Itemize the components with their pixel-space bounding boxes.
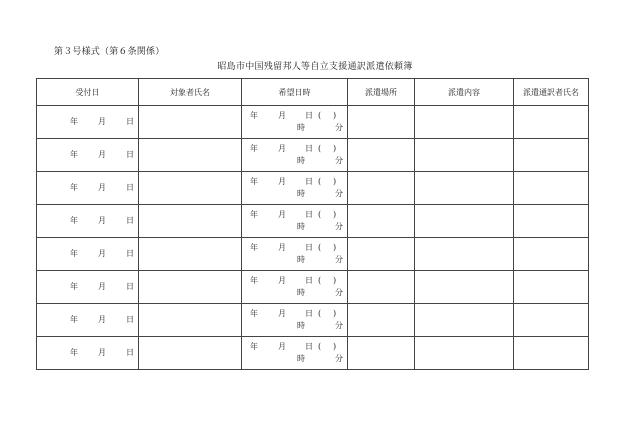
reception-date-cell[interactable] — [37, 139, 139, 172]
wish-month-label: 月 — [278, 276, 286, 285]
date-line — [37, 348, 138, 358]
table-row — [37, 172, 589, 205]
hour-label: 時 — [297, 354, 305, 363]
wish-month-label: 月 — [278, 144, 286, 153]
wish-date-line — [242, 111, 347, 121]
month-label: 月 — [98, 315, 106, 324]
dispatch-place-cell[interactable] — [348, 271, 415, 304]
weekday-open-paren: ( — [318, 243, 322, 252]
wish-time-line — [242, 222, 347, 232]
table-header-row — [37, 79, 589, 106]
weekday-close-paren: ) — [333, 342, 337, 351]
day-label: 日 — [126, 183, 134, 192]
minute-label: 分 — [335, 255, 343, 264]
column-header-dispatch-content: 派遣内容 — [415, 79, 514, 106]
table-row — [37, 139, 589, 172]
desired-datetime-cell[interactable] — [242, 238, 348, 271]
date-line — [37, 315, 138, 325]
table-row — [37, 238, 589, 271]
dispatch-place-cell[interactable] — [348, 337, 415, 370]
hour-label: 時 — [297, 156, 305, 165]
date-line — [37, 150, 138, 160]
wish-day-label: 日 — [305, 243, 313, 252]
table-row — [37, 304, 589, 337]
hour-label: 時 — [297, 321, 305, 330]
desired-datetime-cell[interactable] — [242, 337, 348, 370]
weekday-close-paren: ) — [333, 243, 337, 252]
day-label: 日 — [126, 150, 134, 159]
wish-date-line — [242, 144, 347, 154]
dispatch-place-cell[interactable] — [348, 139, 415, 172]
reception-date-cell[interactable] — [37, 205, 139, 238]
weekday-close-paren: ) — [333, 309, 337, 318]
wish-year-label: 年 — [250, 210, 258, 219]
minute-label: 分 — [335, 321, 343, 330]
column-header-desired-datetime: 希望日時 — [242, 79, 348, 106]
wish-time-line — [242, 288, 347, 298]
wish-day-label: 日 — [305, 210, 313, 219]
weekday-open-paren: ( — [318, 309, 322, 318]
interpreter-name-cell[interactable] — [514, 172, 589, 205]
column-header-interpreter-name: 派遣通訳者氏名 — [514, 79, 589, 106]
wish-date-line — [242, 210, 347, 220]
dispatch-content-cell[interactable] — [415, 337, 514, 370]
month-label: 月 — [98, 282, 106, 291]
month-label: 月 — [98, 117, 106, 126]
desired-datetime-cell[interactable] — [242, 271, 348, 304]
minute-label: 分 — [335, 123, 343, 132]
wish-year-label: 年 — [250, 309, 258, 318]
date-line — [37, 183, 138, 193]
dispatch-place-cell[interactable] — [348, 172, 415, 205]
dispatch-content-cell[interactable] — [415, 304, 514, 337]
desired-datetime-cell[interactable] — [242, 205, 348, 238]
weekday-open-paren: ( — [318, 210, 322, 219]
dispatch-content-cell[interactable] — [415, 238, 514, 271]
wish-day-label: 日 — [305, 144, 313, 153]
interpreter-name-cell[interactable] — [514, 238, 589, 271]
year-label: 年 — [70, 216, 78, 225]
minute-label: 分 — [335, 156, 343, 165]
reception-date-cell[interactable] — [37, 337, 139, 370]
hour-label: 時 — [297, 123, 305, 132]
dispatch-place-cell[interactable] — [348, 106, 415, 139]
month-label: 月 — [98, 150, 106, 159]
subject-name-cell[interactable] — [139, 172, 242, 205]
document-title: 昭島市中国残留邦人等自立支援通訳派遣依頼簿 — [217, 62, 413, 72]
desired-datetime-cell[interactable] — [242, 172, 348, 205]
day-label: 日 — [126, 315, 134, 324]
wish-year-label: 年 — [250, 144, 258, 153]
table-row — [37, 271, 589, 304]
wish-month-label: 月 — [278, 309, 286, 318]
column-header-dispatch-place: 派遣場所 — [348, 79, 415, 106]
wish-date-line — [242, 342, 347, 352]
date-line — [37, 117, 138, 127]
wish-year-label: 年 — [250, 177, 258, 186]
wish-time-line — [242, 189, 347, 199]
month-label: 月 — [98, 216, 106, 225]
wish-month-label: 月 — [278, 210, 286, 219]
subject-name-cell[interactable] — [139, 304, 242, 337]
weekday-open-paren: ( — [318, 111, 322, 120]
weekday-close-paren: ) — [333, 210, 337, 219]
day-label: 日 — [126, 282, 134, 291]
year-label: 年 — [70, 117, 78, 126]
reception-date-cell[interactable] — [37, 238, 139, 271]
hour-label: 時 — [297, 255, 305, 264]
month-label: 月 — [98, 183, 106, 192]
wish-day-label: 日 — [305, 342, 313, 351]
minute-label: 分 — [335, 354, 343, 363]
wish-month-label: 月 — [278, 111, 286, 120]
minute-label: 分 — [335, 189, 343, 198]
wish-time-line — [242, 255, 347, 265]
interpreter-name-cell[interactable] — [514, 271, 589, 304]
year-label: 年 — [70, 183, 78, 192]
table-row — [37, 106, 589, 139]
day-label: 日 — [126, 216, 134, 225]
date-line — [37, 216, 138, 226]
reception-date-cell[interactable] — [37, 172, 139, 205]
wish-time-line — [242, 123, 347, 133]
wish-date-line — [242, 243, 347, 253]
year-label: 年 — [70, 150, 78, 159]
interpreter-name-cell[interactable] — [514, 337, 589, 370]
weekday-open-paren: ( — [318, 276, 322, 285]
column-header-subject-name: 対象者氏名 — [139, 79, 242, 106]
dispatch-content-cell[interactable] — [415, 139, 514, 172]
date-line — [37, 249, 138, 259]
day-label: 日 — [126, 249, 134, 258]
interpreter-name-cell[interactable] — [514, 106, 589, 139]
hour-label: 時 — [297, 222, 305, 231]
date-line — [37, 282, 138, 292]
year-label: 年 — [70, 282, 78, 291]
dispatch-content-cell[interactable] — [415, 271, 514, 304]
interpreter-name-cell[interactable] — [514, 304, 589, 337]
dispatch-content-cell[interactable] — [415, 106, 514, 139]
weekday-close-paren: ) — [333, 144, 337, 153]
wish-year-label: 年 — [250, 111, 258, 120]
wish-date-line — [242, 276, 347, 286]
subject-name-cell[interactable] — [139, 205, 242, 238]
weekday-open-paren: ( — [318, 144, 322, 153]
dispatch-place-cell[interactable] — [348, 304, 415, 337]
weekday-open-paren: ( — [318, 342, 322, 351]
wish-time-line — [242, 321, 347, 331]
month-label: 月 — [98, 348, 106, 357]
column-header-reception-date: 受付日 — [37, 79, 139, 106]
wish-year-label: 年 — [250, 276, 258, 285]
hour-label: 時 — [297, 288, 305, 297]
table-row — [37, 337, 589, 370]
table-row — [37, 205, 589, 238]
dispatch-content-cell[interactable] — [415, 172, 514, 205]
wish-year-label: 年 — [250, 342, 258, 351]
weekday-open-paren: ( — [318, 177, 322, 186]
wish-day-label: 日 — [305, 309, 313, 318]
weekday-close-paren: ) — [333, 177, 337, 186]
desired-datetime-cell[interactable] — [242, 106, 348, 139]
wish-month-label: 月 — [278, 342, 286, 351]
interpreter-name-cell[interactable] — [514, 139, 589, 172]
day-label: 日 — [126, 348, 134, 357]
subject-name-cell[interactable] — [139, 106, 242, 139]
wish-year-label: 年 — [250, 243, 258, 252]
minute-label: 分 — [335, 288, 343, 297]
request-register-table — [36, 78, 589, 370]
year-label: 年 — [70, 348, 78, 357]
day-label: 日 — [126, 117, 134, 126]
month-label: 月 — [98, 249, 106, 258]
minute-label: 分 — [335, 222, 343, 231]
reception-date-cell[interactable] — [37, 106, 139, 139]
wish-time-line — [242, 354, 347, 364]
wish-time-line — [242, 156, 347, 166]
dispatch-place-cell[interactable] — [348, 238, 415, 271]
wish-date-line — [242, 177, 347, 187]
year-label: 年 — [70, 249, 78, 258]
wish-month-label: 月 — [278, 177, 286, 186]
desired-datetime-cell[interactable] — [242, 304, 348, 337]
reception-date-cell[interactable] — [37, 271, 139, 304]
wish-day-label: 日 — [305, 111, 313, 120]
hour-label: 時 — [297, 189, 305, 198]
subject-name-cell[interactable] — [139, 139, 242, 172]
dispatch-place-cell[interactable] — [348, 205, 415, 238]
register-body — [37, 106, 589, 370]
dispatch-content-cell[interactable] — [415, 205, 514, 238]
wish-month-label: 月 — [278, 243, 286, 252]
subject-name-cell[interactable] — [139, 337, 242, 370]
form-number: 第３号様式（第６条関係） — [54, 47, 165, 57]
weekday-close-paren: ) — [333, 111, 337, 120]
subject-name-cell[interactable] — [139, 271, 242, 304]
subject-name-cell[interactable] — [139, 238, 242, 271]
year-label: 年 — [70, 315, 78, 324]
interpreter-name-cell[interactable] — [514, 205, 589, 238]
wish-date-line — [242, 309, 347, 319]
wish-day-label: 日 — [305, 177, 313, 186]
weekday-close-paren: ) — [333, 276, 337, 285]
desired-datetime-cell[interactable] — [242, 139, 348, 172]
wish-day-label: 日 — [305, 276, 313, 285]
reception-date-cell[interactable] — [37, 304, 139, 337]
